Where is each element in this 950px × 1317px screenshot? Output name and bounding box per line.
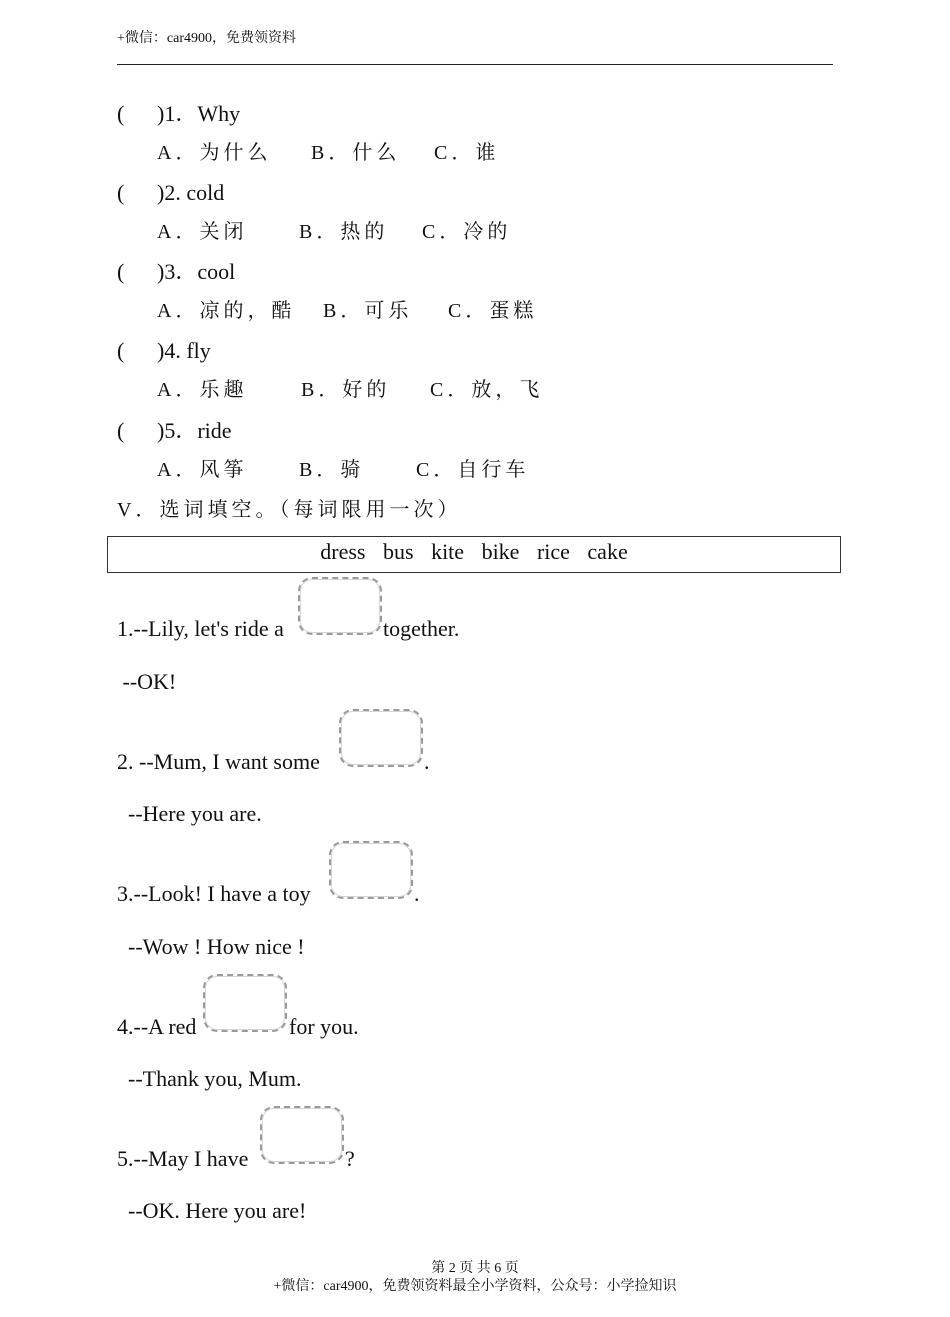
- header-note: +微信：car4900，免费领资料: [117, 31, 296, 46]
- question-2: [117, 180, 224, 206]
- word-dress: dress: [320, 539, 366, 564]
- q1-option-a: A．为什么: [157, 142, 272, 164]
- q1-option-b: B．什么: [311, 142, 401, 164]
- fill-3-after: .: [414, 881, 420, 906]
- question-1: [117, 101, 240, 127]
- q3-option-c: C．蛋糕: [448, 300, 538, 322]
- fill-1-reply: --OK!: [117, 669, 177, 694]
- footer-note: +微信：car4900，免费领资料最全小学资料，公众号：小学捡知识: [273, 1279, 677, 1294]
- fill-1-after: together.: [383, 616, 460, 641]
- q4-option-c: C．放，飞: [430, 379, 544, 401]
- answer-blank-1[interactable]: [298, 577, 382, 635]
- q3-option-b: B．可乐: [323, 300, 413, 322]
- fill-5-after: ?: [345, 1146, 355, 1171]
- fill-4-after: for you.: [289, 1014, 359, 1039]
- q3-option-a: A．凉的，酷: [157, 300, 296, 322]
- word-kite: kite: [431, 539, 465, 564]
- fill-3-before: 3.--Look! I have a toy: [117, 881, 311, 906]
- fill-2-before: 2. --Mum, I want some: [117, 749, 320, 774]
- answer-paren[interactable]: (: [117, 101, 125, 126]
- answer-blank-4[interactable]: [203, 974, 287, 1032]
- q4-option-b: B．好的: [301, 379, 391, 401]
- question-5: [117, 418, 232, 444]
- q2-option-b: B．热的: [299, 221, 389, 243]
- q2-option-c: C．冷的: [422, 221, 512, 243]
- word-rice: rice: [536, 539, 570, 564]
- fill-5-before: 5.--May I have: [117, 1146, 249, 1171]
- question-word: )4. fly: [157, 338, 211, 363]
- fill-4-reply: --Thank you, Mum.: [117, 1066, 302, 1091]
- answer-blank-5[interactable]: [260, 1106, 344, 1164]
- q5-option-b: B．骑: [299, 459, 365, 481]
- q4-option-a: A．乐趣: [157, 379, 248, 401]
- fill-1-before: 1.--Lily, let's ride a: [117, 616, 284, 641]
- fill-3-reply: --Wow ! How nice !: [117, 934, 305, 959]
- word-bank: [107, 536, 841, 573]
- q5-option-c: C．自行车: [416, 459, 530, 481]
- section-title: V．选词填空。（每词限用一次）: [117, 499, 462, 521]
- question-word: )3．cool: [157, 259, 236, 284]
- q2-option-a: A．关闭: [157, 221, 248, 243]
- answer-paren[interactable]: (: [117, 338, 125, 363]
- word-bus: bus: [383, 539, 414, 564]
- fill-4-before: 4.--A red: [117, 1014, 197, 1039]
- fill-2-reply: --Here you are.: [117, 801, 262, 826]
- word-cake: cake: [587, 539, 628, 564]
- page-number: 第 2 页 共 6 页: [431, 1261, 519, 1276]
- question-word: )2. cold: [157, 180, 225, 205]
- header-divider: [117, 64, 833, 65]
- q5-option-a: A．风筝: [157, 459, 248, 481]
- answer-paren[interactable]: (: [117, 259, 125, 284]
- answer-paren[interactable]: (: [117, 180, 125, 205]
- question-word: )1．Why: [157, 101, 241, 126]
- fill-5-reply: --OK. Here you are!: [117, 1198, 307, 1223]
- answer-paren[interactable]: (: [117, 418, 125, 443]
- question-3: [117, 259, 235, 285]
- answer-blank-2[interactable]: [339, 709, 423, 767]
- question-4: [117, 338, 211, 364]
- answer-blank-3[interactable]: [329, 841, 413, 899]
- fill-2-after: .: [424, 749, 430, 774]
- word-bike: bike: [481, 539, 520, 564]
- question-word: )5．ride: [157, 418, 232, 443]
- q1-option-c: C．谁: [434, 142, 500, 164]
